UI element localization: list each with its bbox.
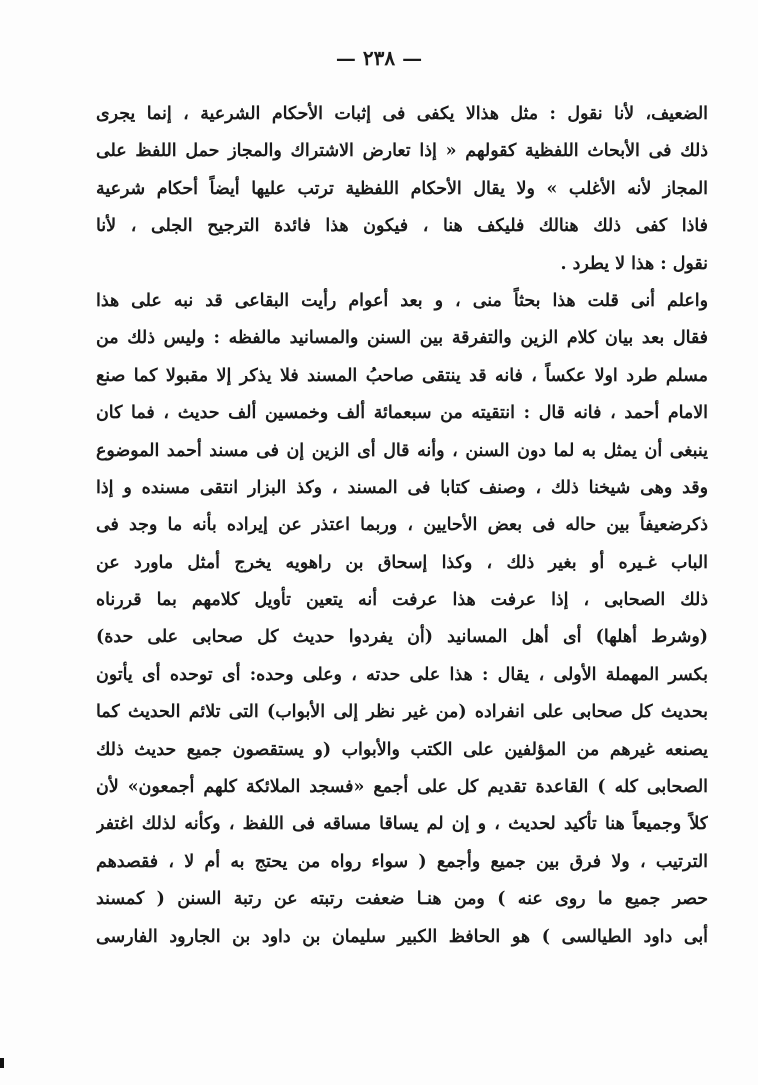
scan-mark [0, 1058, 4, 1068]
text-line: ذلك فى الأبحاث اللفظية كقولهم « إذا تعارض الاشتراك والمجاز حمل اللفظ على [96, 141, 708, 162]
text-line: ينبغى أن يمثل به لما دون السنن ، وأنه قال أى الزين إن فى مسند أحمد الموضوع [96, 440, 708, 461]
text-line: كلاً وجميعاً هنا تأكيد لحديث ، و إن لم يساقا مساقه فى اللفظ ، وكأنه لذلك اغتفر [96, 814, 708, 835]
text-line: ذكرضعيفاً بين حاله فى بعض الأحايين ، وربما اعتذر عن إيراده بأنه ما وجد فى [96, 515, 708, 536]
text-line: الامام أحمد ، فانه قال : انتقيته من سبعمائة ألف وخمسين ألف حديث ، فما كان [96, 403, 708, 424]
text-line: بحديث كل صحابى على انفراده (من غير نظر إلى الأبواب) التى تلائم الحديث كما [96, 702, 708, 723]
text-line: الضعيف، لأنا نقول : مثل هذالا يكفى فى إثبات الأحكام الشرعية ، إنما يجرى [96, 104, 708, 124]
text-line: (وشرط أهلها) أى أهل المسانيد (أن يفردوا حديث كل صحابى على حدة) [96, 627, 708, 648]
text-line: فقال بعد بيان كلام الزين والتفرقة بين السنن والمسانيد مالفظه : وليس ذلك من [96, 328, 708, 349]
text-line: حصر جميع ما روى عنه ) ومن هنـا ضعفت رتبته عن رتبة السنن ( كمسند [96, 889, 708, 910]
text-line: واعلم أنى قلت هذا بحثاً منى ، و بعد أعوام رأيت البقاعى قد نبه على هذا [96, 290, 708, 311]
page-body [96, 96, 708, 956]
text-line: أبى داود الطيالسى ) هو الحافظ الكبير سليمان بن داود بن الجارود الفارسى [96, 926, 708, 947]
text-line: ذلك الصحابى ، إذا عرفت هذا عرفت أنه يتعين تأويل كلامهم بما قررناه [96, 590, 708, 611]
page-number: — ٢٣٨ — [335, 46, 423, 70]
text-line: الباب غـيره أو بغير ذلك ، وكذا إسحاق بن راهويه يخرج أمثل ماورد عن [96, 552, 708, 573]
text-line: نقول : هذا لا يطرد . [560, 253, 708, 274]
text-line: الترتيب ، ولا فرق بين جميع وأجمع ( سواء رواه من يحتج به أم لا ، فقصدهم [96, 851, 708, 872]
text-line: المجاز لأنه الأغلب » ولا يقال الأحكام اللفظية ترتب عليها أيضاً أحكام شرعية [96, 178, 708, 199]
text-line: مسلم طرد اولا عكساً ، فانه قد ينتقى صاحبُ المسند فلا يذكر إلا مقبولا كما صنع [96, 365, 708, 386]
text-line: الصحابى كله ) القاعدة تقديم كل على أجمع «فسجد الملائكة كلهم أجمعون» لأن [96, 777, 708, 798]
text-line: وقد وهى شيخنا ذلك ، وصنف كتابا فى المسند ، وكذ البزار انتقى مسنده و إذا [96, 477, 708, 498]
text-line: يصنعه غيرهم من المؤلفين على الكتب والأبواب (و يستقصون جميع حديث ذلك [96, 739, 708, 760]
text-line: فاذا كفى ذلك هنالك فليكف هنا ، فيكون هذا فائدة الترجيح الجلى ، لأنا [96, 216, 708, 237]
text-line: بكسر المهملة الأولى ، يقال : هذا على حدته ، وعلى وحده: أى توحده أى يأتون [96, 664, 708, 685]
